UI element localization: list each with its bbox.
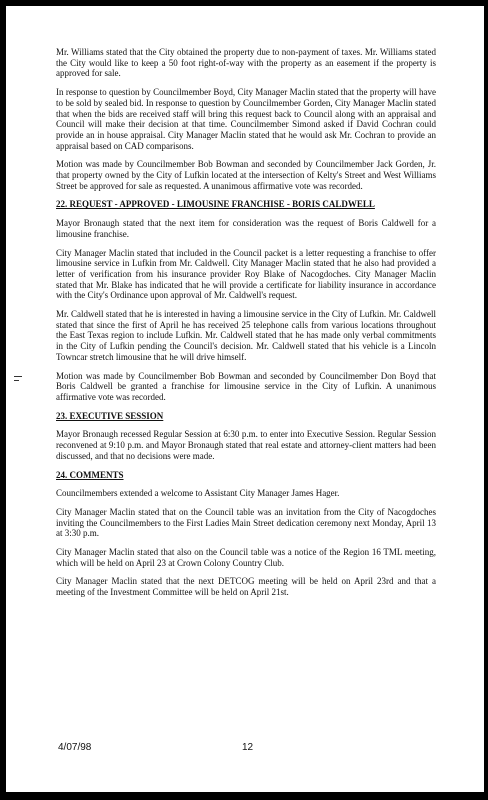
paragraph: Mayor Bronaugh recessed Regular Session at 6:30 p.m. to enter into Executive Session. Regular Session reconvened at 9:10 p.m. and Mayor Bronaugh stated that real estate and attorney-client matters had been discussed, and that no decisions were made. (56, 429, 436, 461)
section-heading: 23. EXECUTIVE SESSION (56, 410, 164, 421)
minutes-body (56, 47, 436, 606)
margin-mark (14, 380, 19, 381)
paragraph: City Manager Maclin stated that also on the Council table was a notice of the Region 16 TML meeting, which will be held on April 23 at Crown Colony Country Club. (56, 547, 436, 568)
paragraph: Councilmembers extended a welcome to Assistant City Manager James Hager. (56, 488, 340, 499)
paragraph: Mr. Caldwell stated that he is interested in having a limousine service in the City of Lufkin. Mr. Caldwell stated that since the first of April he has received 25 telephone calls from various locations throughout the East Texas region to include Lufkin. Mr. Caldwell stated that he has made only verbal commitments in the City of Lufkin pending the Council's decision. Mr. Caldwell stated that his vehicle is a Lincoln Towncar stretch limousine that he will drive himself. (56, 309, 436, 362)
paragraph: In response to question by Councilmember Boyd, City Manager Maclin stated that the property will have to be sold by sealed bid. In response to question by Councilmember Gorden, City Manager Maclin stated that when the bids are received staff will bring this request back to Council along with an appraisal and Council will make their decision at that time. Councilmember Simond asked if David Cochran could provide an in house appraisal. City Manager Maclin stated that he would ask Mr. Cochran to provide an appraisal based on CAD comparisons. (56, 87, 436, 151)
paragraph: Mayor Bronaugh stated that the next item for consideration was the request of Boris Caldwell for a limousine franchise. (56, 218, 436, 239)
footer-date: 4/07/98 (58, 742, 92, 753)
paragraph: Motion was made by Councilmember Bob Bowman and seconded by Councilmember Don Boyd that Boris Caldwell be granted a franchise for limousine service in the City of Lufkin. A unanimous affirmative vote was recorded. (56, 370, 436, 402)
paragraph: City Manager Maclin stated that on the Council table was an invitation from the City of Nacogdoches inviting the Councilmembers to the First Ladies Main Street dedication ceremony next Monday, April 13 at 3:30 p.m. (56, 506, 436, 539)
section-heading: 24. COMMENTS (56, 469, 124, 480)
section-heading: 22. REQUEST - APPROVED - LIMOUSINE FRANCHISE - BORIS CALDWELL (56, 199, 375, 210)
paragraph: Mr. Williams stated that the City obtained the property due to non-payment of taxes. Mr. Williams stated the City would like to keep a 50 foot right-of-way with the property as an easement if the property is approved for sale. (56, 47, 436, 79)
page-number: 12 (242, 742, 254, 753)
margin-mark (14, 376, 22, 377)
paragraph: City Manager Maclin stated that the next DETCOG meeting will be held on April 23rd and that a meeting of the Investment Committee will be held on April 21st. (56, 576, 436, 598)
paragraph: City Manager Maclin stated that included in the Council packet is a letter requesting a franchise to offer limousine service in Lufkin from Mr. Caldwell. City Manager Maclin stated that he also had provided a letter of verification from his insurance provider Roy Blake of Nacogdoches. City Manager Maclin stated that Mr. Blake has indicated that he will provide a certificate for liability insurance in accordance with the City's Ordinance upon approval of Mr. Caldwell's request. (56, 247, 436, 301)
paragraph: Motion was made by Councilmember Bob Bowman and seconded by Councilmember Jack Gorden, Jr. that property owned by the City of Lufkin located at the intersection of Kelty's Street and West Williams Street be approved for sale as requested. A unanimous affirmative vote was recorded. (56, 159, 436, 191)
